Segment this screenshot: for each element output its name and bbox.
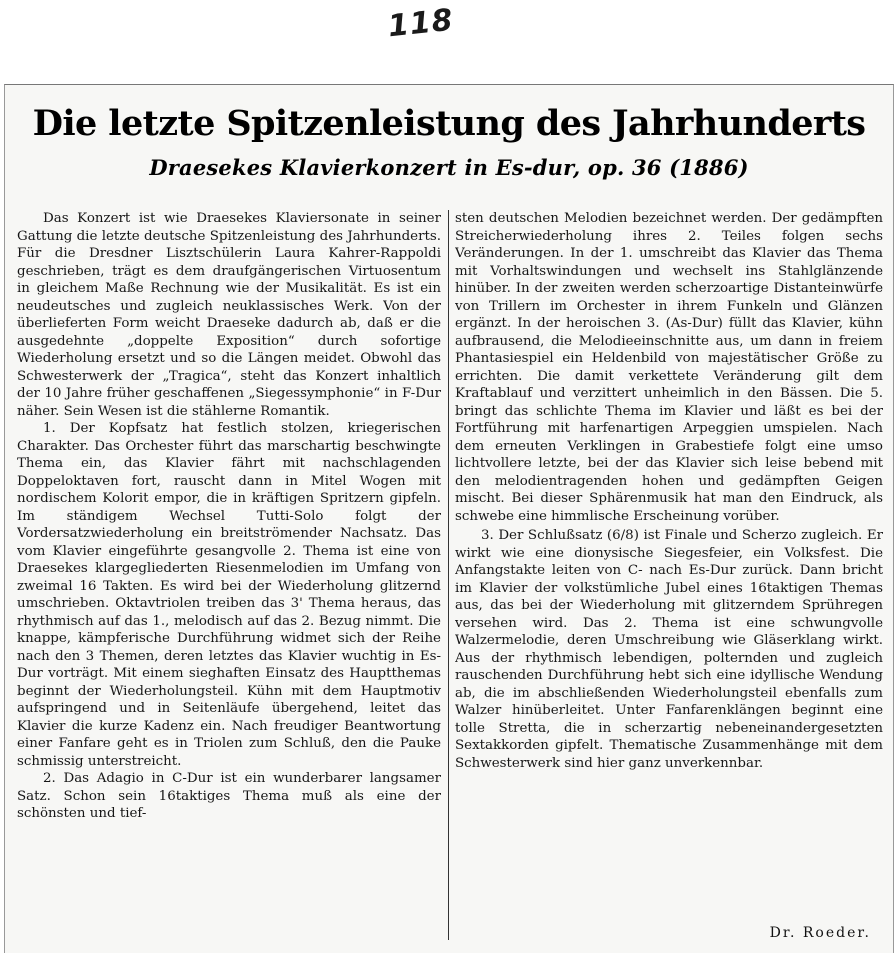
- page-number: 118: [386, 2, 456, 45]
- article-subtitle: Draesekes Klavierkonzert in Es-dur, op. 36 (1886): [149, 155, 749, 180]
- paragraph-movement-3: 3. Der Schlußsatz (6/8) ist Finale und Scherzo zugleich. Er wirkt wie eine dionysische Siegesfeier, ein Volksfest. Die Anfangstakte leiten von C- nach Es-Dur zurück. Dann bricht im Klavier der volkstümliche Jubel eines 16taktigen Themas aus, das bei der Wiederholung mit glitzerndem Sprühregen versehen wird. Das 2. Thema ist eine schwungvolle Walzermelodie, deren Umschreibung wie Gläserklang wirkt. Aus der rhythmisch lebendigen, polternden und zugleich rauschenden Durchführung hebt sich eine idyllische Wendung ab, die im abschließenden Wiederholungsteil ebenfalls zum Walzer hinüberleitet. Unter Fanfarenklängen beginnt eine tolle Stretta, die in scherzartig nebeneinandergesetzten Sextakkorden gipfelt. Thematische Zusammenhänge mit dem Schwesterwerk sind hier ganz unverkennbar.: [455, 528, 883, 771]
- column-divider: [448, 210, 449, 940]
- paragraph-movement-2: 2. Das Adagio in C-Dur ist ein wunderbarer langsamer Satz. Schon sein 16taktiges Thema muß als eine der schönsten und tief-: [17, 771, 441, 821]
- newspaper-clipping: [4, 84, 894, 953]
- paragraph-movement-2-continued: sten deutschen Melodien bezeichnet werden. Der gedämpften Streicherwiederholung ihres 2. Teiles folgen sechs Veränderungen. In der 1. umschreibt das Klavier das Thema mit Vorhaltswindungen und wechselt ins Stahlglänzende hinüber. In der zweiten werden scherzoartige Distanteinwürfe von Trillern im Orchester in ihrem Funkeln und Glänzen ergänzt. In der heroischen 3. (As-Dur) füllt das Klavier, kühn aufbrausend, die Melodieeinschnitte aus, um dann in freiem Phantasiespiel ein Heldenbild von majestätischer Größe zu errichten. Die damit verkettete Veränderung gilt dem Kraftablauf und verzittert unheimlich in den Bässen. Die 5. bringt das schlichte Thema im Klavier und läßt es bei der Fortführung mit harfenartigen Arpeggien umspielen. Nach dem erneuten Verklingen in Grabestiefe folgt eine umso lichtvollere letzte, bei der das Klavier sich leise bebend mit den melodientragenden hohen und gedämpften Geigen mischt. Bei dieser Sphärenmusik hat man den Eindruck, als schwebe eine himmlische Erscheinung vorüber.: [455, 211, 883, 524]
- paragraph-intro: Das Konzert ist wie Draesekes Klaviersonate in seiner Gattung die letzte deutsche Spitzenleistung des Jahrhunderts. Für die Dresdner Lisztschülerin Laura Kahrer-Rappoldi geschrieben, trägt es dem draufgängerischen Virtuosentum in gleichem Maße Rechnung wie der Musikalität. Es ist ein neudeutsches und zugleich neuklassisches Werk. Von der überlieferten Form weicht Draeseke dadurch ab, daß er die ausgedehnte „doppelte Exposition“ durch sofortige Wiederholung ersetzt und so die Längen meidet. Obwohl das Schwesterwerk der „Tragica“, steht das Konzert inhaltlich der 10 Jahre früher geschaffenen „Siegessymphonie“ in F-Dur näher. Sein Wesen ist die stählerne Romantik.: [17, 211, 441, 419]
- article-title: Die letzte Spitzenleistung des Jahrhunderts: [32, 103, 866, 144]
- right-column: [455, 210, 883, 945]
- left-column: [17, 210, 441, 945]
- paragraph-movement-1: 1. Der Kopfsatz hat festlich stolzen, kriegerischen Charakter. Das Orchester führt das marschartig beschwingte Thema ein, das Klavier fährt mit nachschlagenden Doppeloktaven fort, rauscht dann in Mitel Wogen mit nordischem Kolorit empor, die in kräftigen Spritzern gipfeln. Im ständigem Wechsel Tutti-Solo folgt der Vordersatzwiederholung ein breitströmender Nachsatz. Das vom Klavier eingeführte gesangvolle 2. Thema ist eine von Draesekes klargegliederten Riesenmelodien im Umfang von zweimal 16 Takten. Es wird bei der Wiederholung glitzernd umschrieben. Oktavtriolen treiben das 3' Thema heraus, das rhythmisch auf das 1., melodisch auf das 2. Bezug nimmt. Die knappe, kämpferische Durchführung widmet sich der Reihe nach den 3 Themen, deren letztes das Klavier wuchtig in Es-Dur vorträgt. Mit einem sieghaften Einsatz des Hauptthemas beginnt der Wiederholungsteil. Kühn mit dem Hauptmotiv aufspringend und in Seitenläufe übergehend, leitet das Klavier die kurze Kadenz ein. Nach freudiger Beantwortung einer Fanfare geht es in Triolen zum Schluß, den die Pauke schmissig unterstreicht.: [17, 421, 441, 769]
- author-signature: Dr. Roeder.: [769, 925, 871, 941]
